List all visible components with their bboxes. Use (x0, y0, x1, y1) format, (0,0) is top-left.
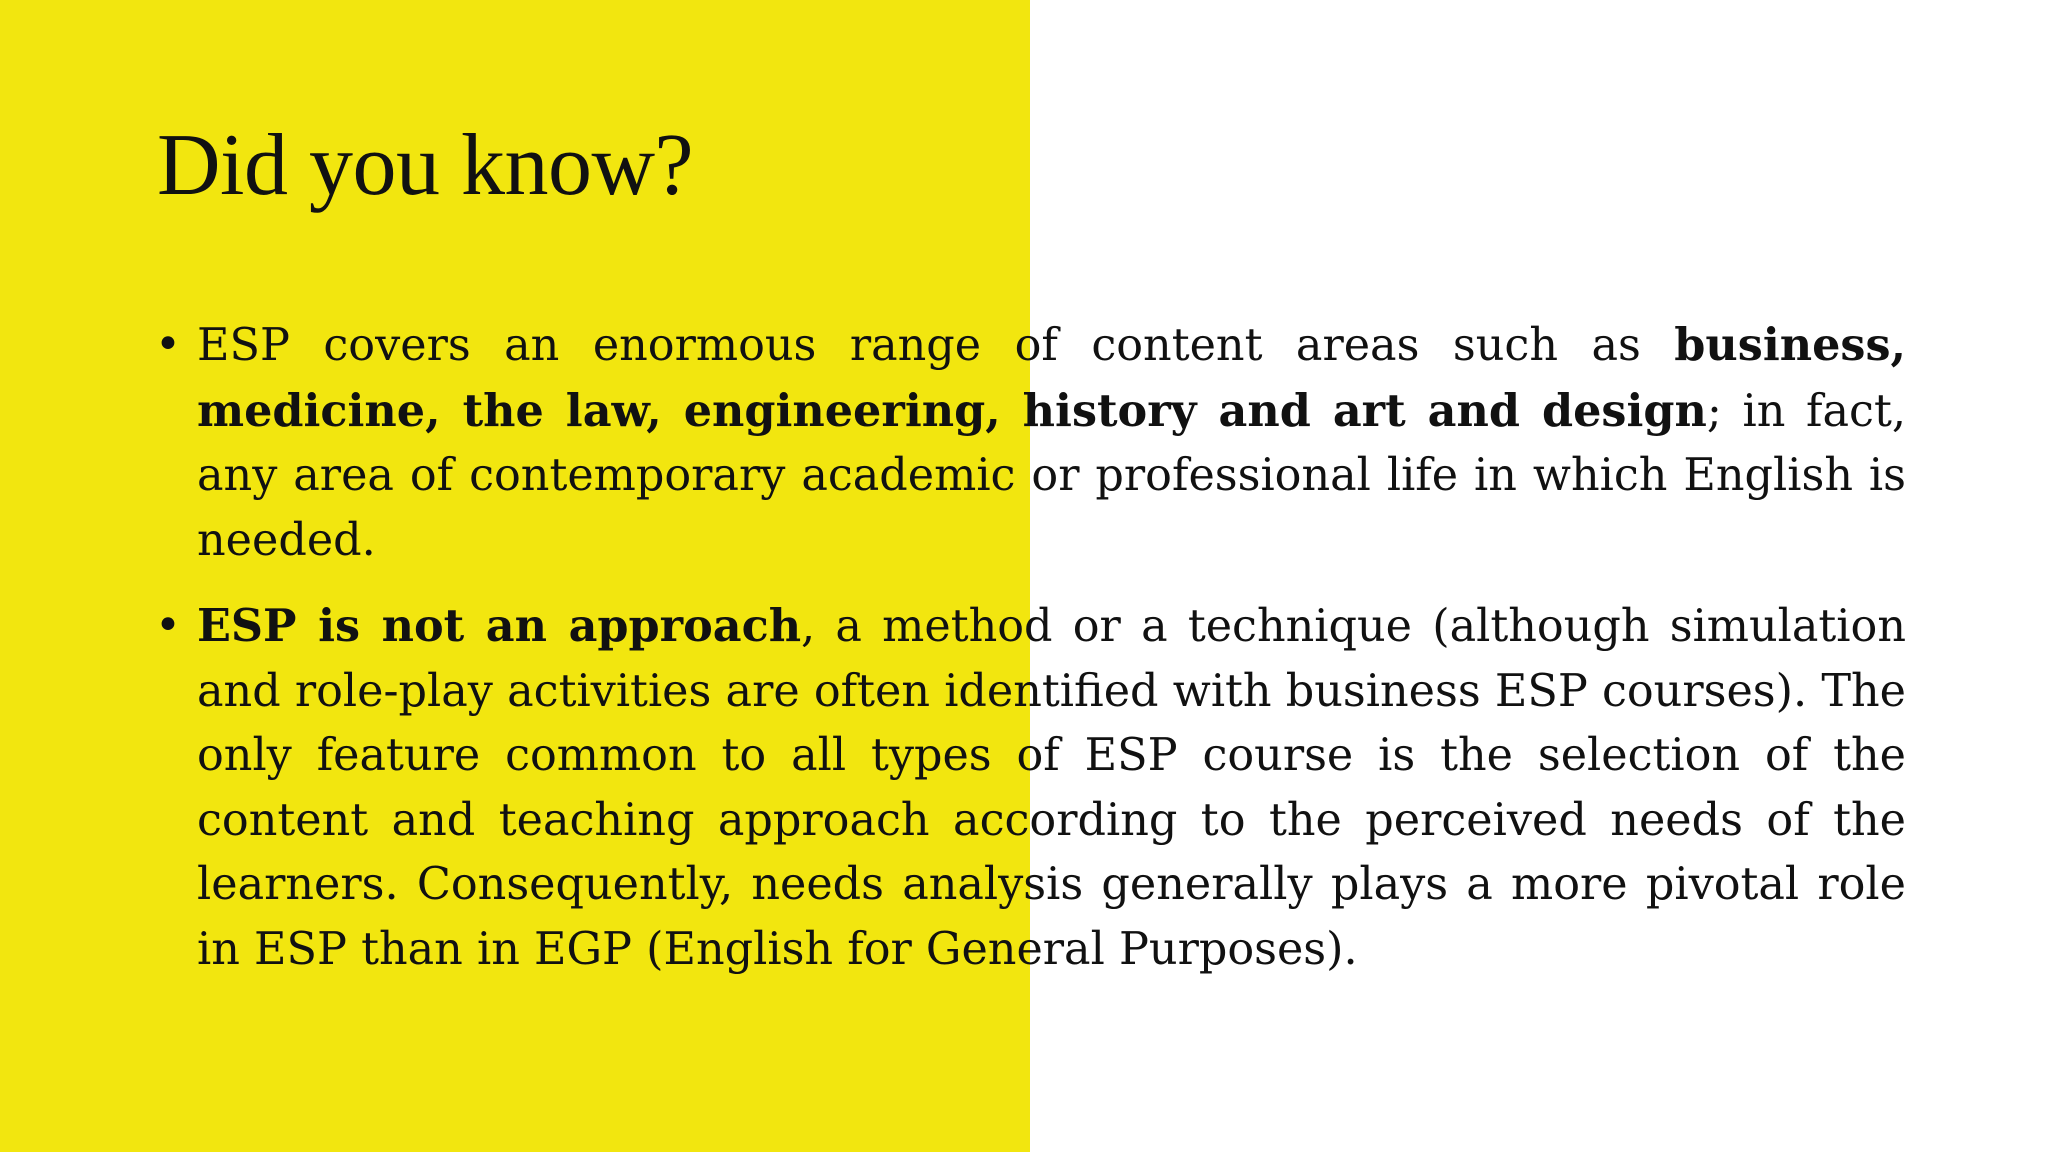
bullet-item-esp-not-approach (152, 594, 1906, 982)
bullet-text-segment: ; in fact, any area of contemporary academic or professional life in which English is needed. (197, 385, 1906, 566)
bullet-text-segment: , a method or a technique (although simulation and role-play activities are often identified with business ESP courses). The only feature common to all types of ESP course is the selection of the content and teaching approach according to the perceived needs of the learners. Consequently, needs analysis generally plays a more pivotal role in ESP than in EGP (English for General Purposes). (197, 601, 1906, 975)
slide-title: Did you know? (157, 117, 694, 214)
bullet-text-bold-segment: business, medicine, the law, engineering, history and art and design (197, 319, 1906, 437)
bullet-text-segment: ESP covers an enormous range of content areas such as (197, 320, 1675, 371)
bullet-item-esp-content-areas (152, 313, 1906, 573)
bullet-text-bold-segment: ESP is not an approach (197, 600, 802, 652)
bullet-list (152, 313, 1906, 982)
bullet-point-icon: • (155, 319, 181, 370)
bullet-point-icon: • (155, 600, 181, 651)
